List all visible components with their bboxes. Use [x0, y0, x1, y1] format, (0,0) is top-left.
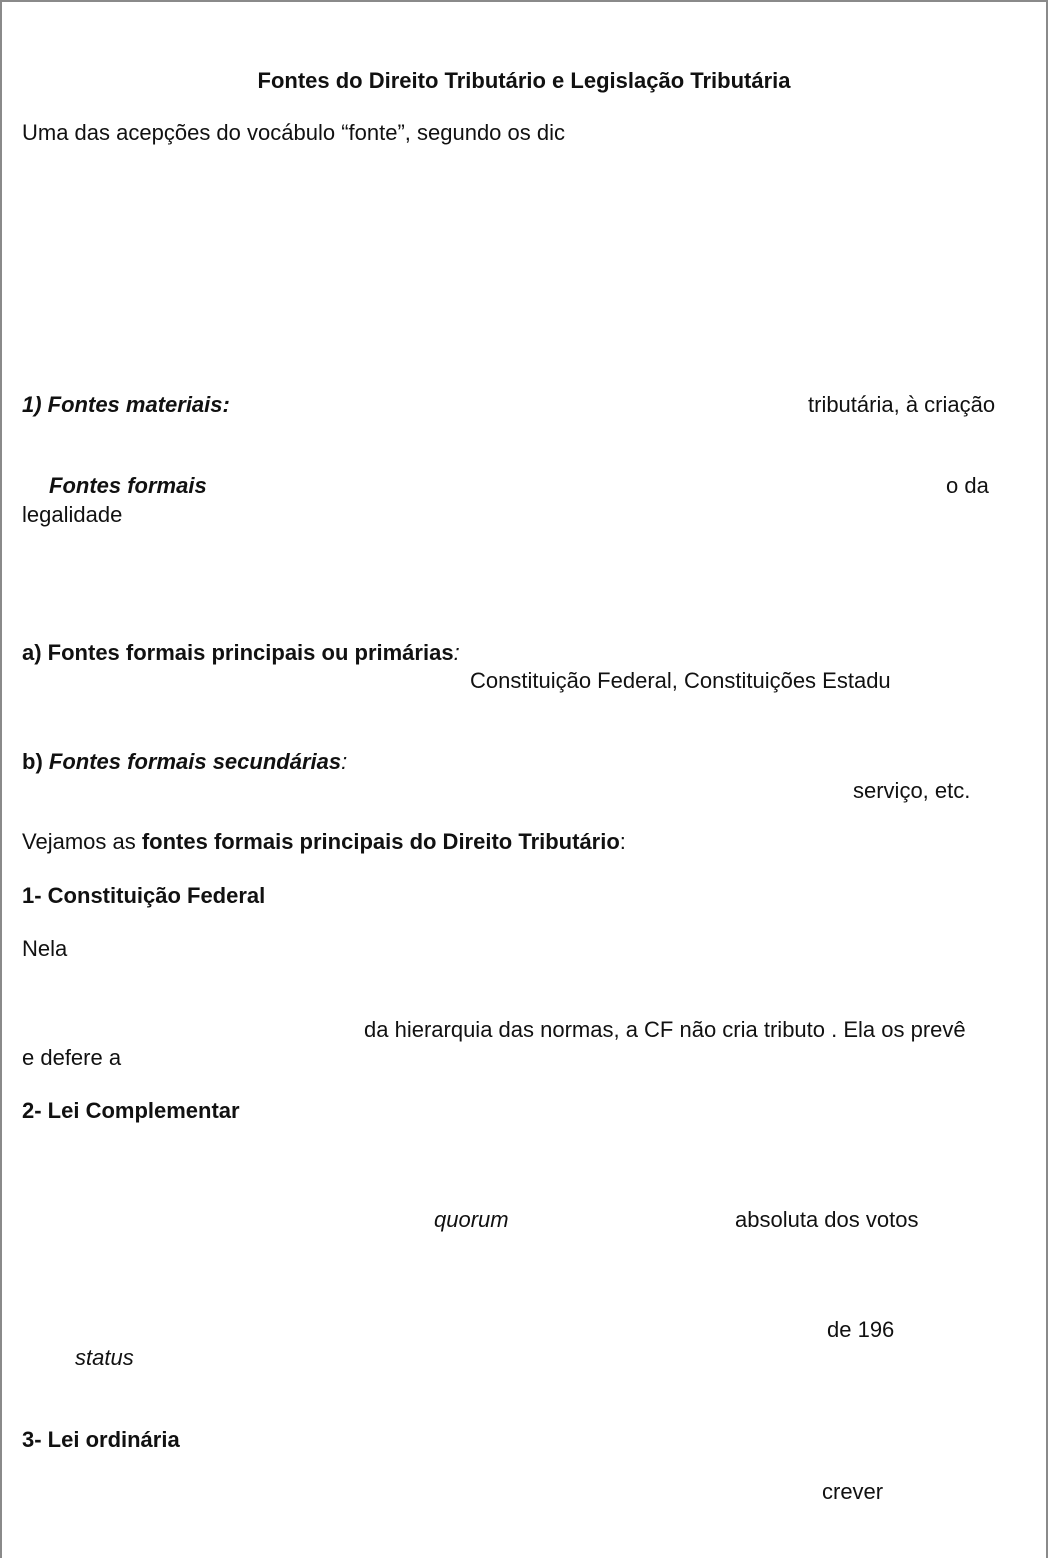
document-title: Fontes do Direito Tributário e Legislação Tributária: [257, 68, 791, 93]
section-heading-lo: 3- Lei ordinária: [22, 1427, 180, 1452]
cf-nela: Nela: [22, 936, 68, 961]
principais-label: a) Fontes formais principais ou primárias: [22, 640, 454, 665]
fontes-materiais-text: tributária, à criação: [808, 392, 996, 417]
vejamos-paragraph: [22, 829, 626, 855]
vejamos-bold: fontes formais principais do Direito Tributário: [141, 829, 620, 854]
secundarias-prefix: b): [22, 749, 49, 774]
lo-crever: crever: [822, 1479, 884, 1504]
lc-quorum: quorum: [434, 1207, 509, 1232]
lc-absoluta: absoluta dos votos: [735, 1207, 919, 1232]
secundarias-label: Fontes formais secundárias: [48, 749, 342, 774]
principais-colon: :: [453, 640, 460, 665]
vejamos-suffix: :: [619, 829, 626, 854]
section-heading-lc: 2- Lei Complementar: [22, 1098, 240, 1123]
fontes-formais-continuation: legalidade: [22, 502, 123, 527]
principais-heading: [22, 640, 460, 666]
secundarias-text: serviço, etc.: [853, 778, 971, 803]
cf-line1: da hierarquia das normas, a CF não cria tributo . Ela os prevê: [364, 1017, 966, 1042]
fontes-formais-text: o da: [946, 473, 989, 498]
fontes-materiais-label: 1) Fontes materiais:: [22, 392, 230, 417]
principais-text: Constituição Federal, Constituições Estadu: [470, 668, 891, 693]
intro-paragraph: Uma das acepções do vocábulo “fonte”, segundo os dic: [22, 120, 565, 145]
section-heading-cf: 1- Constituição Federal: [22, 883, 266, 908]
vejamos-prefix: Vejamos as: [22, 829, 142, 854]
secundarias-colon: :: [341, 749, 348, 774]
cf-line2: e defere a: [22, 1045, 122, 1070]
secundarias-heading: [22, 749, 347, 775]
lc-status: status: [75, 1345, 134, 1370]
lc-de196: de 196: [827, 1317, 895, 1342]
fontes-formais-label: Fontes formais: [49, 473, 207, 498]
